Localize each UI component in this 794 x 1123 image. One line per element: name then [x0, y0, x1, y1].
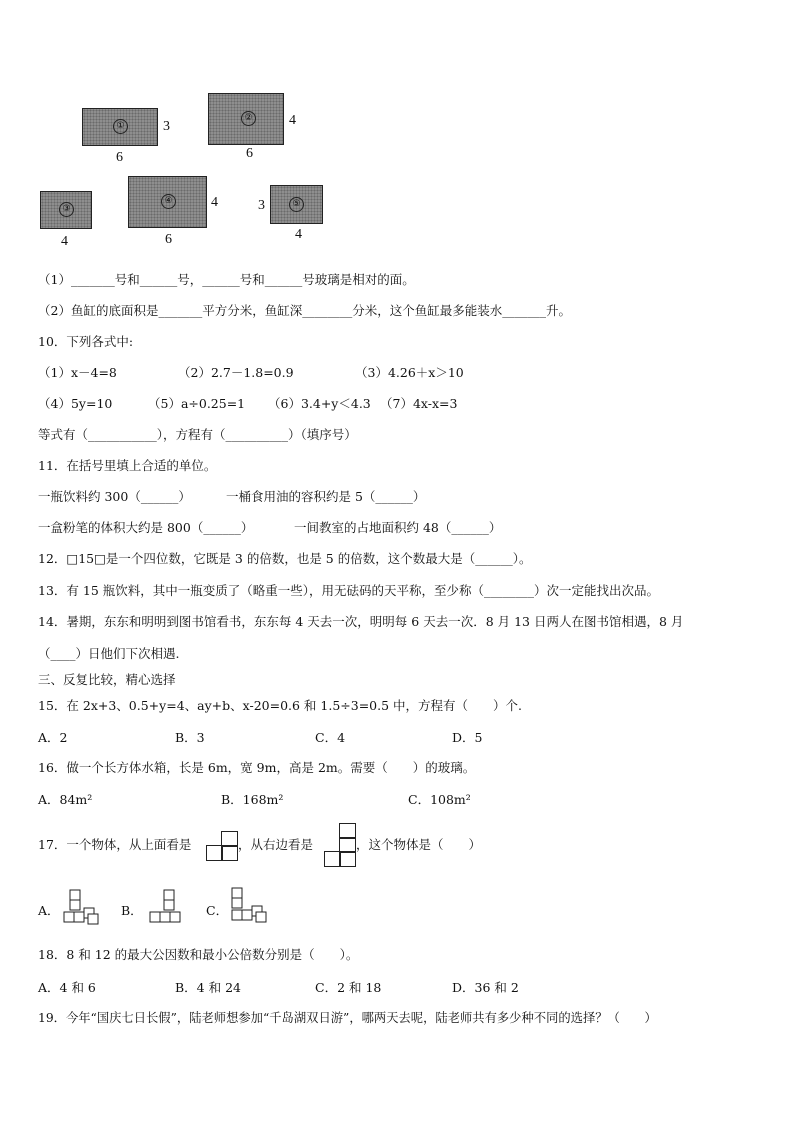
q10-title: 10．下列各式中:	[38, 334, 134, 349]
glass-rect-5	[270, 185, 323, 224]
q10-item-5: （5）a÷0.25=1	[148, 396, 246, 411]
cube-stack-b-icon	[146, 888, 186, 930]
glass-rect-4	[128, 176, 207, 228]
q15: 15．在 2x+3、0.5+y=4、ay+b、x-20=0.6 和 1.5÷3=0.5 中，方程有（ ）个.	[38, 698, 523, 713]
q11-title: 11．在括号里填上合适的单位。	[38, 458, 217, 473]
rect-label-2: ②	[241, 111, 256, 126]
glass-rect-3	[40, 191, 92, 229]
q16-option-c: C．108m²	[408, 792, 471, 807]
q10-item-2: （2）2.7－1.8=0.9	[178, 365, 294, 380]
q17-text-3: ，这个物体是（ ）	[356, 837, 482, 852]
rect-5-height: 3	[258, 198, 265, 213]
q13: 13．有 15 瓶饮料，其中一瓶变质了（略重一些），用无砝码的天平称，至少称（________）次一定能找出次品。	[38, 583, 660, 598]
q10-item-3: （3）4.26＋x＞10	[355, 365, 464, 380]
rect-label-1: ①	[113, 119, 128, 134]
q10-item-6: （6）3.4+y＜4.3	[268, 396, 371, 411]
q15-option-d: D．5	[452, 730, 483, 745]
q15-option-b: B．3	[175, 730, 205, 745]
rect-4-width: 6	[165, 232, 172, 247]
q12: 12．□15□是一个四位数，它既是 3 的倍数，也是 5 的倍数，这个数最大是（______）。	[38, 551, 532, 566]
rect-2-height: 4	[289, 113, 296, 128]
rect-4-height: 4	[211, 195, 218, 210]
q17-text-2: ，从右边看是	[238, 837, 314, 852]
q14-line2: （____）日他们下次相遇.	[38, 646, 180, 661]
rect-3-width: 4	[61, 234, 68, 249]
rect-label-4: ④	[161, 194, 176, 209]
rect-label-5: ⑤	[289, 197, 304, 212]
q18: 18．8 和 12 的最大公因数和最小公倍数分别是（ ）。	[38, 947, 359, 962]
q19: 19．今年“国庆七日长假”，陆老师想参加“千岛湖双日游”，哪两天去呢，陆老师共有多少种不同的选择？（ ）	[38, 1011, 657, 1025]
q18-option-c: C．2 和 18	[315, 980, 382, 995]
cube-stack-c-icon	[228, 886, 268, 928]
q9-part2: （2）鱼缸的底面积是_______平方分米，鱼缸深________分米，这个鱼缸最多能装水_______升。	[38, 303, 571, 318]
rect-1-width: 6	[116, 150, 123, 165]
glass-rect-2	[208, 93, 284, 145]
rect-label-3: ③	[59, 202, 74, 217]
q15-option-c: C．4	[315, 730, 346, 745]
q15-option-a: A．2	[38, 730, 68, 745]
q14-line1: 14．暑期，东东和明明到图书馆看书，东东每 4 天去一次，明明每 6 天去一次．8 月 13 日两人在图书馆相遇，8 月	[38, 614, 684, 629]
section-3-title: 三、反复比较，精心选择	[38, 672, 176, 687]
q10-item-4: （4）5y=10	[38, 396, 113, 411]
q10-answer: 等式有（___________），方程有（__________）（填序号）	[38, 427, 357, 442]
q16: 16．做一个长方体水箱，长是 6m，宽 9m，高是 2m。需要（ ）的玻璃。	[38, 760, 476, 775]
q11-item-4: 一间教室的占地面积约 48（______）	[294, 520, 502, 535]
q16-option-a: A．84m²	[38, 792, 93, 807]
q11-item-1: 一瓶饮料约 300（______）	[38, 489, 191, 504]
q16-option-b: B．168m²	[221, 792, 284, 807]
q11-item-3: 一盒粉笔的体积大约是 800（______）	[38, 520, 254, 535]
rect-1-height: 3	[163, 119, 170, 134]
q18-option-a: A．4 和 6	[38, 980, 96, 995]
q17-option-a: A．	[38, 903, 60, 918]
q17-option-b: B．	[121, 903, 143, 918]
q11-item-2: 一桶食用油的容积约是 5（______）	[226, 489, 426, 504]
glass-rect-1	[82, 108, 158, 146]
q17-text-1: 17．一个物体，从上面看是	[38, 837, 192, 852]
q10-item-7: （7）4x-x=3	[380, 396, 458, 411]
cube-stack-a-icon	[60, 888, 100, 930]
q10-item-1: （1）x－4=8	[38, 365, 117, 380]
q17-option-c: C．	[206, 903, 229, 918]
q18-option-d: D．36 和 2	[452, 980, 519, 995]
rect-5-width: 4	[295, 227, 302, 242]
q9-part1: （1）_______号和______号，______号和______号玻璃是相对的面。	[38, 272, 415, 287]
q18-option-b: B．4 和 24	[175, 980, 241, 995]
rect-2-width: 6	[246, 146, 253, 161]
